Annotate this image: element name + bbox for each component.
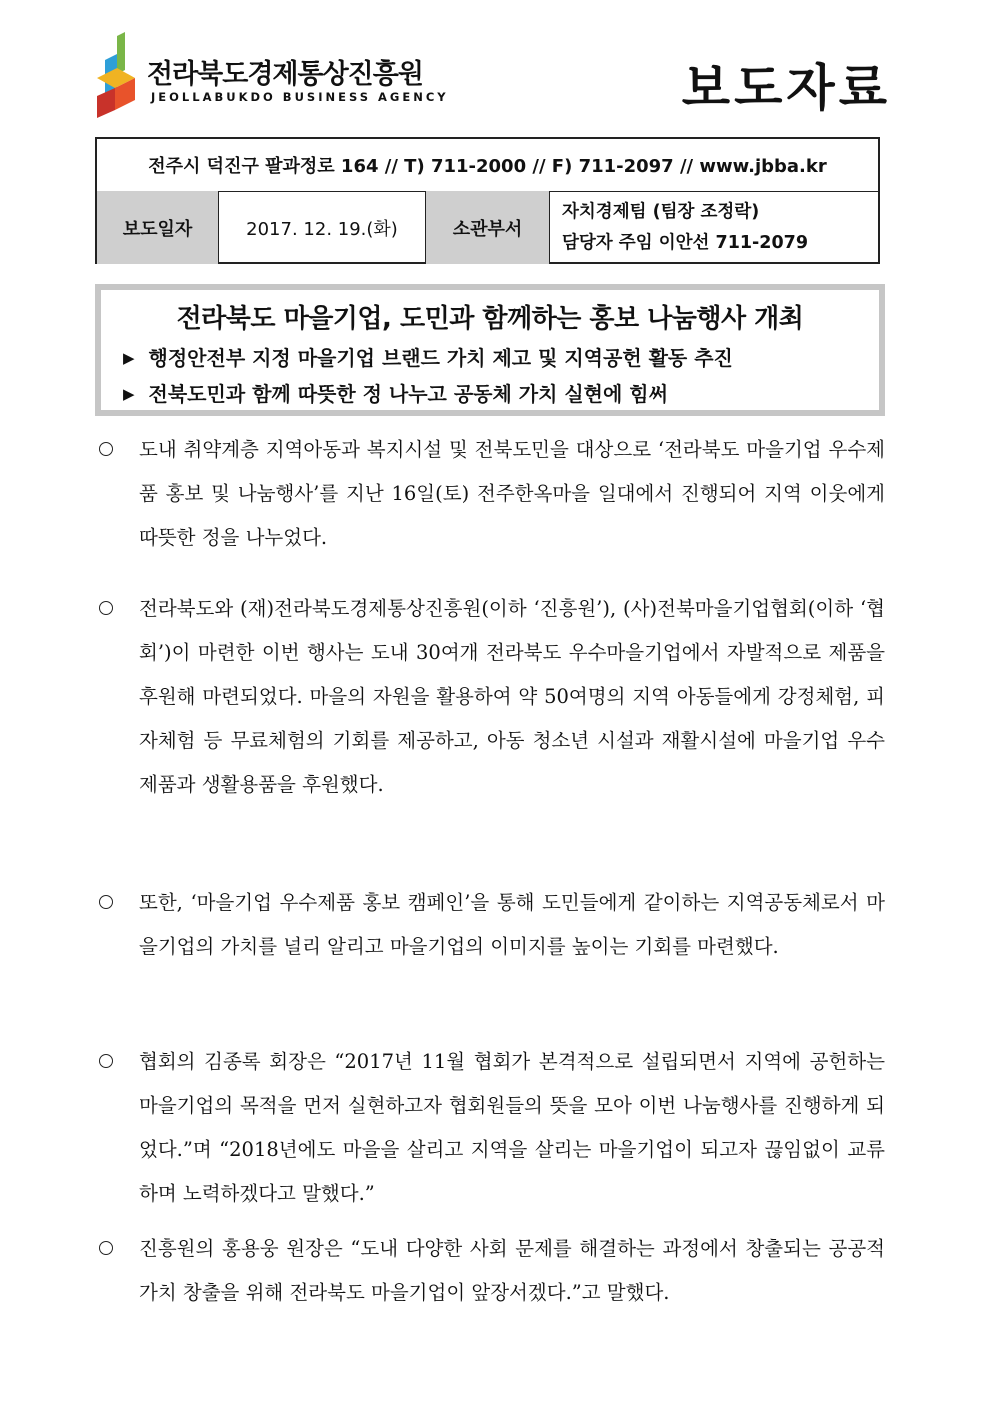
circle-bullet-icon [99, 601, 113, 615]
info-row [97, 191, 878, 264]
dept-contact: 담당자 주임 이안선 711-2079 [562, 232, 809, 253]
headline-title: 전라북도 마을기업, 도민과 함께하는 홍보 나눔행사 개최 [176, 304, 804, 334]
document-type-title: 보도자료 [681, 59, 891, 117]
headline-sub-1-text: 행정안전부 지정 마을기업 브랜드 가치 제고 및 지역공헌 활동 추진 [148, 346, 733, 370]
circle-bullet-icon [99, 442, 113, 456]
triangle-right-icon: ▶ [123, 385, 135, 403]
triangle-right-icon: ▶ [123, 349, 135, 367]
page-header [95, 30, 895, 130]
date-label: 보도일자 [97, 191, 219, 264]
contact-line: 전주시 덕진구 팔과정로 164 // T) 711-2000 // F) 711-2097 // www.jbba.kr [97, 139, 878, 192]
circle-bullet-icon [99, 1241, 113, 1255]
org-name-kr: 전라북도경제통상진흥원 [147, 59, 423, 90]
org-name-en: JEOLLABUKDO BUSINESS AGENCY [151, 90, 449, 104]
paragraph-1 [95, 428, 885, 560]
headline-sub-1 [123, 342, 733, 371]
paragraph-1-text: 도내 취약계층 지역아동과 복지시설 및 전북도민을 대상으로 ‘전라북도 마을기업 우수제품 홍보 및 나눔행사’를 지난 16일(토) 전주한옥마을 일대에서 진행되어 지역 이웃에게 따뜻한 정을 나누었다. [139, 438, 885, 549]
dept-label: 소관부서 [426, 191, 550, 264]
circle-bullet-icon [99, 1054, 113, 1068]
dept-team: 자치경제팀 (팀장 조정락) [562, 201, 760, 222]
headline-sub-2 [123, 378, 668, 407]
info-table [95, 137, 880, 264]
paragraph-5 [95, 1227, 885, 1315]
paragraph-2 [95, 587, 885, 807]
paragraph-4-text: 협회의 김종록 회장은 “2017년 11월 협회가 본격적으로 설립되면서 지역에 공헌하는 마을기업의 목적을 먼저 실현하고자 협회원들의 뜻을 모아 이번 나눔행사를 진행하게 되었다.”며 “2018년에도 마을을 살리고 지역을 살리는 마을기업이 되고자 끊임없이 교류하며 노력하겠다고 말했다.” [139, 1050, 885, 1205]
paragraph-3-text: 또한, ‘마을기업 우수제품 홍보 캠페인’을 통해 도민들에게 같이하는 지역공동체로서 마을기업의 가치를 널리 알리고 마을기업의 이미지를 높이는 기회를 마련했다. [139, 891, 885, 958]
headline-box [95, 284, 885, 416]
paragraph-4 [95, 1040, 885, 1216]
paragraph-5-text: 진흥원의 홍용웅 원장은 “도내 다양한 사회 문제를 해결하는 과정에서 창출되는 공공적 가치 창출을 위해 전라북도 마을기업이 앞장서겠다.”고 말했다. [139, 1237, 885, 1304]
paragraph-2-text: 전라북도와 (재)전라북도경제통상진흥원(이하 ‘진흥원’), (사)전북마을기업협회(이하 ‘협회’)이 마련한 이번 행사는 도내 30여개 전라북도 우수마을기업에서 자발적으로 제품을 후원해 마련되었다. 마을의 자원을 활용하여 약 50여명의 지역 아동들에게 강정체험, 피자체험 등 무료체험의 기회를 제공하고, 아동 청소년 시설과 재활시설에 마을기업 우수제품과 생활용품을 후원했다. [139, 597, 885, 796]
headline-sub-2-text: 전북도민과 함께 따뜻한 정 나누고 공동체 가치 실현에 힘써 [148, 382, 668, 406]
paragraph-3 [95, 881, 885, 969]
agency-logo-icon [95, 30, 155, 120]
date-value: 2017. 12. 19.(화) [219, 191, 426, 264]
dept-value [550, 191, 880, 264]
circle-bullet-icon [99, 895, 113, 909]
